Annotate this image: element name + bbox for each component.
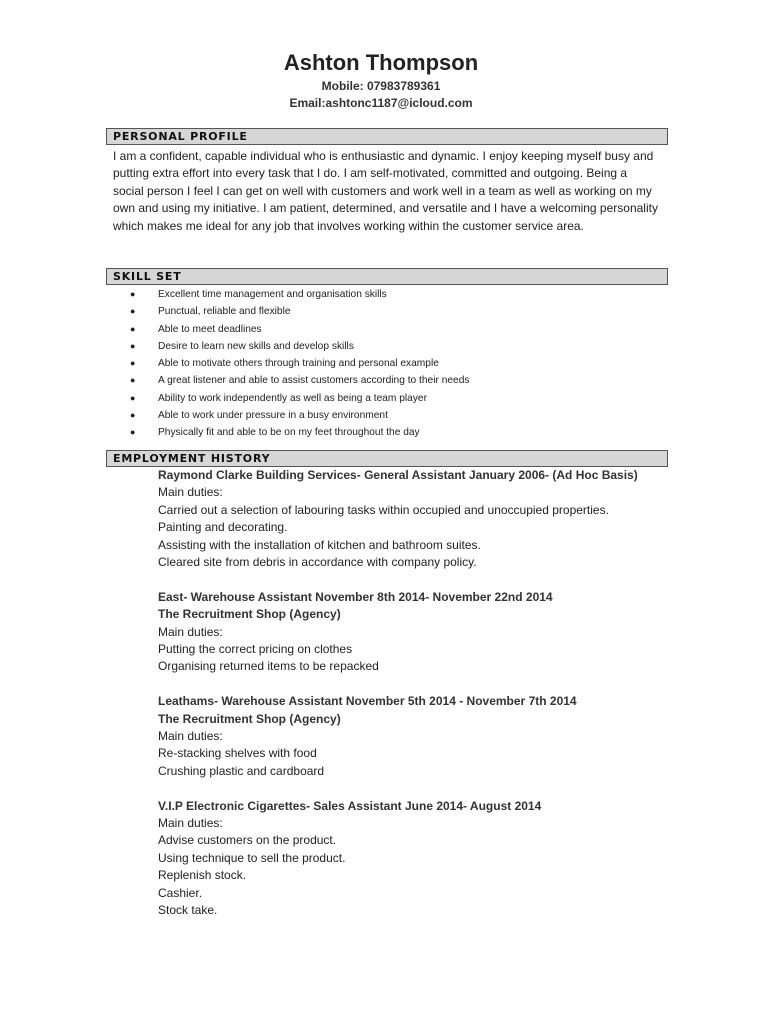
skill-text: Able to work under pressure in a busy environment — [158, 410, 388, 422]
job-agency: The Recruitment Shop (Agency) — [158, 711, 341, 726]
duties-label: Main duties: — [158, 816, 223, 831]
skill-item — [130, 286, 650, 303]
skill-text: Ability to work independently as well as being a team player — [158, 392, 427, 404]
duty-item: Assisting with the installation of kitchen and bathroom suites. — [158, 537, 481, 552]
job-agency: The Recruitment Shop (Agency) — [158, 607, 341, 622]
skill-text: Able to motivate others through training and personal example — [158, 358, 439, 370]
mobile-number: Mobile: 07983789361 — [321, 79, 441, 93]
skill-text: A great listener and able to assist customers according to their needs — [158, 375, 470, 387]
employment-history-heading: EMPLOYMENT HISTORY — [106, 450, 668, 467]
bullet-icon: ● — [130, 410, 136, 421]
bullet-icon: ● — [130, 323, 136, 334]
job-title: Leathams- Warehouse Assistant November 5th 2014 - November 7th 2014 — [158, 694, 577, 709]
skill-text: Excellent time management and organisation skills — [158, 289, 387, 300]
bullet-icon: ● — [130, 358, 136, 369]
duty-item: Using technique to sell the product. — [158, 850, 346, 865]
bullet-icon: ● — [130, 340, 136, 351]
duties-label: Main duties: — [158, 624, 223, 639]
skill-item — [130, 321, 650, 338]
bullet-icon: ● — [130, 427, 136, 438]
bullet-icon: ● — [130, 392, 136, 403]
personal-profile-heading: PERSONAL PROFILE — [106, 128, 668, 145]
skill-text: Able to meet deadlines — [158, 323, 262, 335]
skill-item — [130, 407, 650, 424]
skill-text: Physically fit and able to be on my feet throughout the day — [158, 427, 420, 439]
job-entry — [158, 693, 658, 780]
duty-item: Organising returned items to be repacked — [158, 659, 379, 674]
duty-item: Putting the correct pricing on clothes — [158, 642, 353, 657]
job-entry — [158, 467, 658, 571]
duty-item: Painting and decorating. — [158, 520, 288, 535]
duty-item: Crushing plastic and cardboard — [158, 763, 325, 778]
personal-profile-text: I am a confident, capable individual who is enthusiastic and dynamic. I enjoy keeping myself busy and putting extra effort into every task that I do. I am self-motivated, committed and outgoing. Being a social person I feel I can get on well with customers and work well in a team as well as working on my own and using my initiative. I am patient, determined, and versatile and I have a welcoming personality which makes me ideal for any job that involves working within the customer service area. — [113, 149, 658, 233]
bullet-icon: ● — [130, 375, 136, 386]
skill-item — [130, 355, 650, 372]
skill-item — [130, 338, 650, 355]
skill-set-heading: SKILL SET — [106, 268, 668, 285]
duty-item: Cashier. — [158, 885, 203, 900]
candidate-name: Ashton Thompson — [283, 50, 479, 75]
email-address: Email:ashtonc1187@icloud.com — [289, 96, 473, 110]
cv-header — [0, 48, 762, 112]
duty-item: Advise customers on the product. — [158, 833, 337, 848]
duty-item: Stock take. — [158, 903, 218, 918]
skills-list — [130, 286, 650, 442]
skill-item — [130, 424, 650, 441]
job-entry — [158, 589, 658, 676]
skill-item — [130, 372, 650, 389]
skill-text: Punctual, reliable and flexible — [158, 306, 291, 318]
bullet-icon: ● — [130, 289, 136, 299]
job-entry — [158, 798, 658, 920]
duty-item: Cleared site from debris in accordance with company policy. — [158, 555, 477, 570]
duties-label: Main duties: — [158, 729, 223, 744]
skill-text: Desire to learn new skills and develop skills — [158, 340, 354, 352]
duty-item: Re-stacking shelves with food — [158, 746, 317, 761]
duty-item: Replenish stock. — [158, 868, 247, 883]
skill-item — [130, 390, 650, 407]
bullet-icon: ● — [130, 306, 136, 317]
skill-item — [130, 303, 650, 320]
duties-label: Main duties: — [158, 485, 223, 500]
job-title: Raymond Clarke Building Services- General Assistant January 2006- (Ad Hoc Basis) — [158, 468, 638, 482]
employment-list — [158, 467, 658, 937]
job-title: East- Warehouse Assistant November 8th 2014- November 22nd 2014 — [158, 589, 553, 604]
job-title: V.I.P Electronic Cigarettes- Sales Assistant June 2014- August 2014 — [158, 798, 542, 813]
duty-item: Carried out a selection of labouring tasks within occupied and unoccupied properties. — [158, 502, 609, 517]
